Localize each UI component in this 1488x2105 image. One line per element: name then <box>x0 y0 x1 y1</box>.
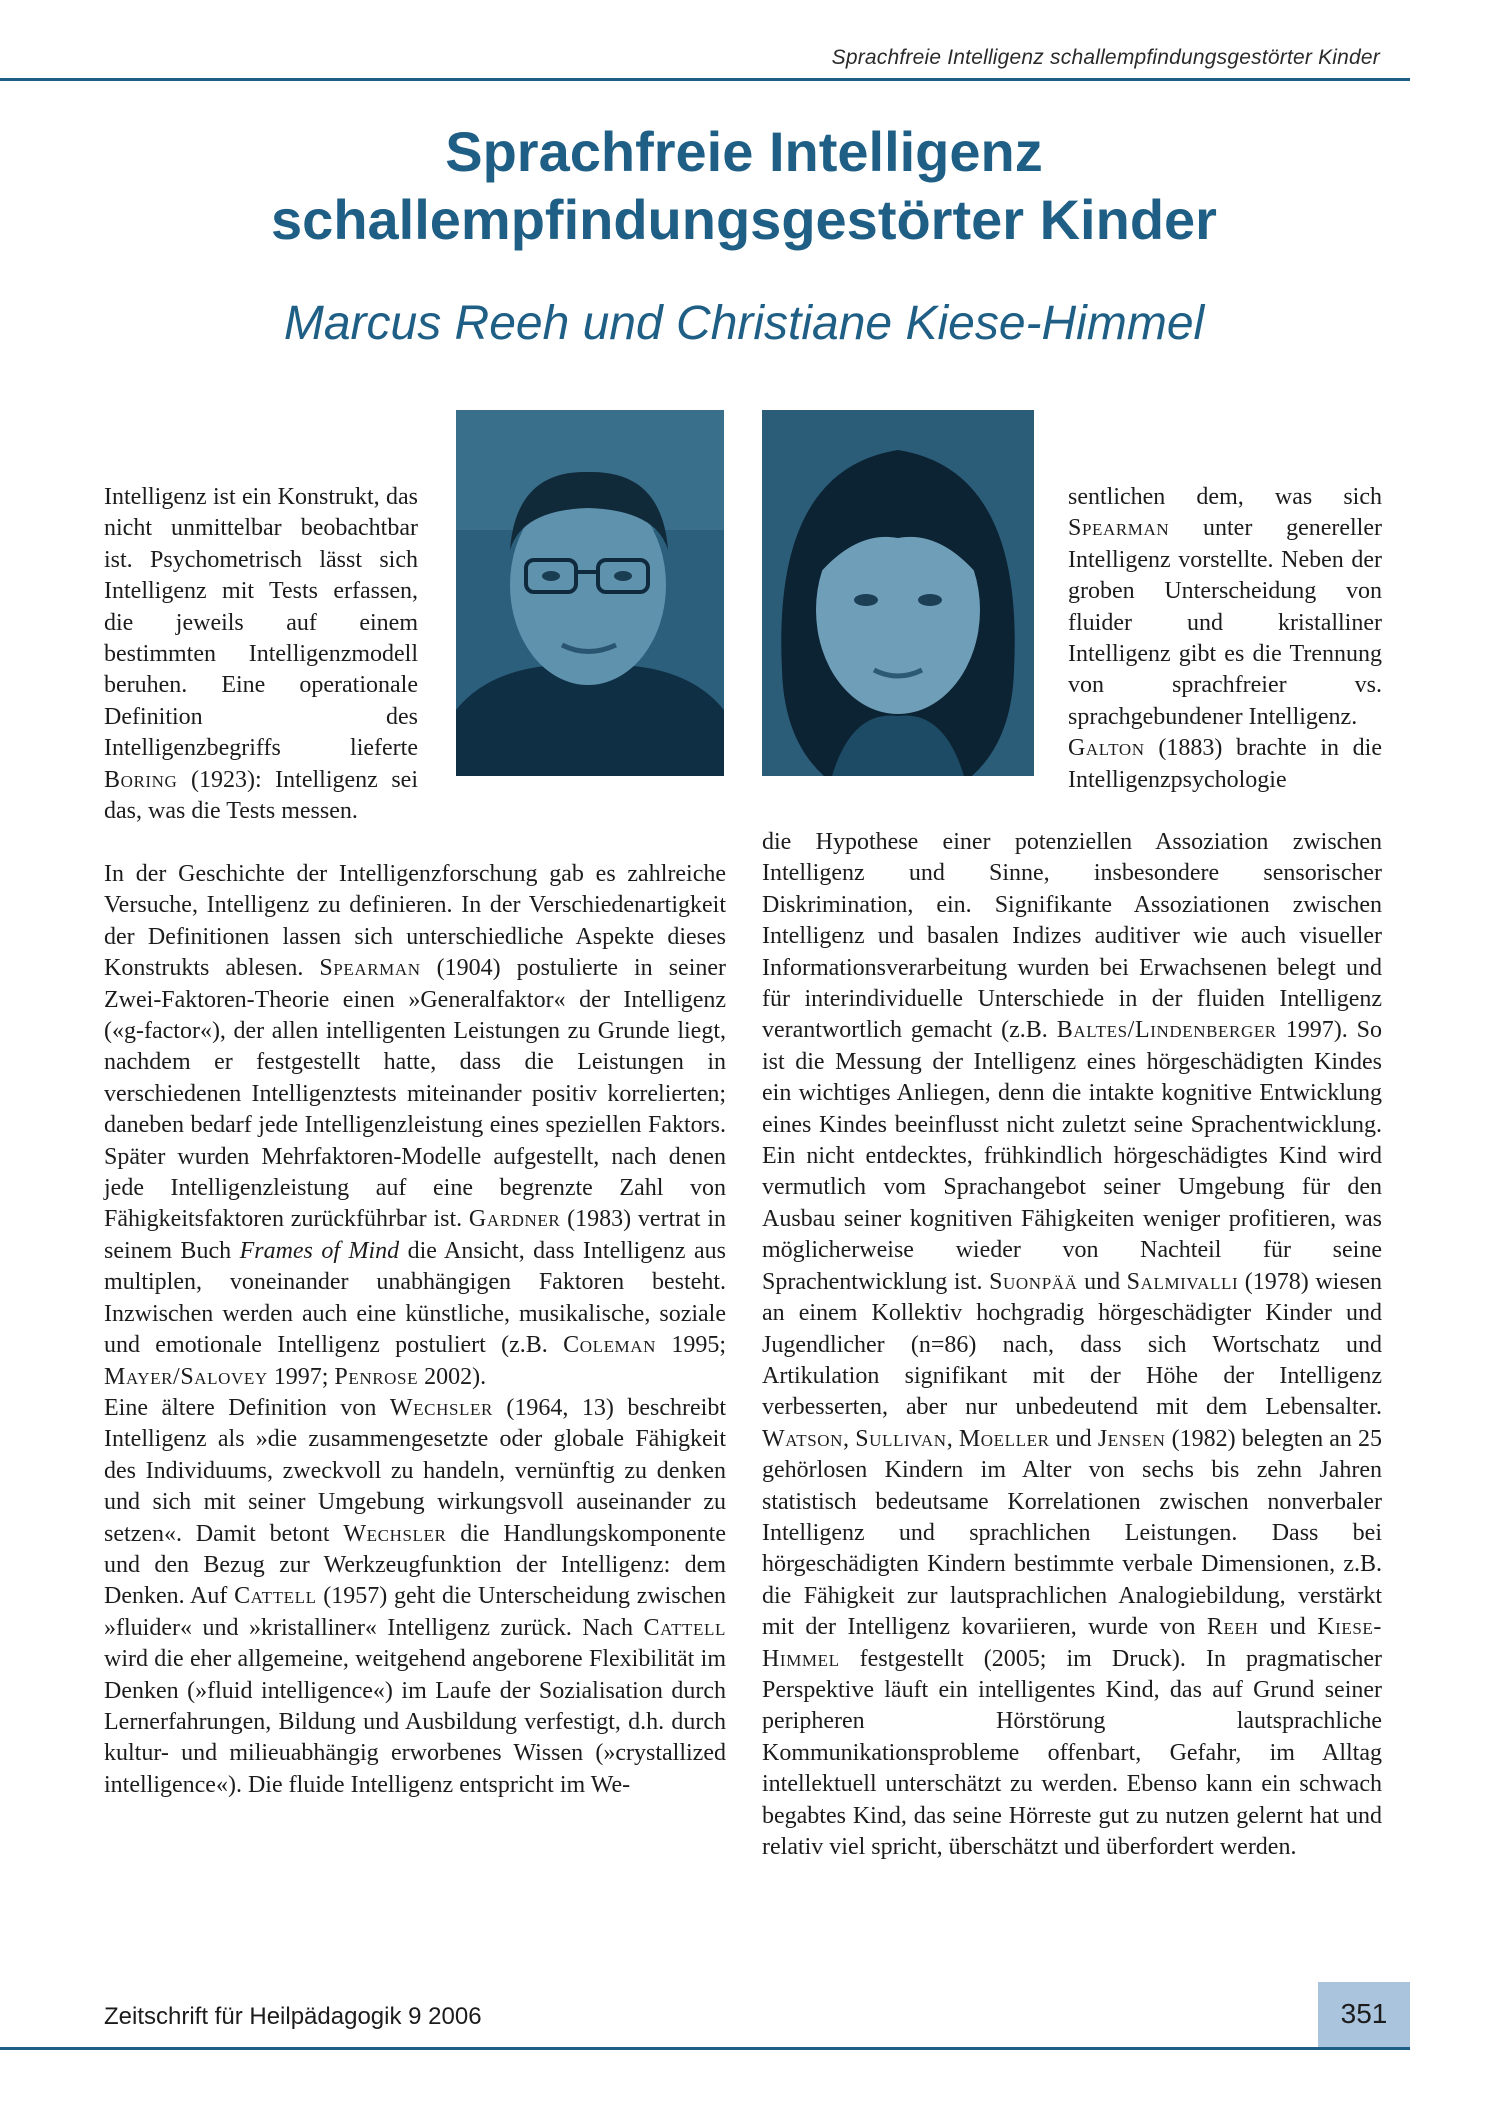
body-text-right <box>762 827 1382 1863</box>
header-rule <box>0 78 1410 81</box>
body-text-left-top <box>104 482 418 827</box>
portrait-photo-man <box>456 410 724 776</box>
paragraph: Intelligenz ist ein Konstrukt, das nicht unmittelbar beobachtbar ist. Psychometrisch lässt sich Intelligenz mit Tests erfassen, die jeweils auf einem bestimmten Intelligenzmodell beruhen. Eine operationale Definition des Intelligenzbegriffs lieferte Boring (1923): Intelligenz sei das, was die Tests messen. <box>104 484 418 825</box>
article-title-line-1: Sprachfreie Intelligenz <box>445 120 1043 183</box>
paragraph: Galton (1883) brachte in die Intelligenzpsychologie <box>1068 735 1382 793</box>
paragraph: die Hypothese einer potenziellen Assoziation zwischen Intelligenz und Sinne, insbesondere sensorischer Diskrimination, ein. Signifikante Assoziationen zwischen Intelligenz und basalen Indizes auditiver wie auch visueller Informationsverarbeitung wurden bei Erwachsenen belegt und für interindividuelle Unterschiede in der fluiden Intelligenz verantwortlich gemacht (z.B. Baltes/Lindenberger 1997). So ist die Messung der Intelligenz eines hörgeschädigten Kindes ein wichtiges Anliegen, denn die intakte kognitive Entwicklung eines Kindes beeinflusst nicht zuletzt seine Sprachentwicklung. Ein nicht entdecktes, frühkindlich hörgeschädigtes Kind wird vermutlich vom Sprachangebot seiner Umgebung für den Ausbau seiner kognitiven Fähigkeiten weniger profitieren, was möglicherweise wieder von Nachteil für seine Sprachentwicklung ist. Suonpää und Salmivalli (1978) wiesen an einem Kollektiv hochgradig hörgeschädigter Kinder und Jugendlicher (n=86) nach, dass sich Wortschatz und Artikulation signifikant mit der Höhe der Intelligenz verbesserten, aber nur unbedeutend mit dem Lebensalter. Watson, Sullivan, Moeller und Jensen (1982) belegten an 25 gehörlosen Kindern im Alter von sechs bis zehn Jahren statistisch bedeutsame Korrelationen zwischen nonverbaler Intelligenz und sprachlichen Leistungen. Dass bei hörgeschädigten Kindern bestimmte verbale Dimensionen, z.B. die Fähigkeit zur lautsprachlichen Analogiebildung, verstärkt mit der Intelligenz kovariieren, wurde von Reeh und Kiese-Himmel festgestellt (2005; im Druck). In pragmatischer Perspektive läuft ein intelligentes Kind, das auf Grund seiner peripheren Hörstörung lautsprachliche Kommunikationsprobleme offenbart, Gefahr, im Alltag intellektuell unterschätzt zu werden. Ebenso kann ein schwach begabtes Kind, das seine Hörreste gut zu nutzen gelernt hat und relativ viel spricht, überschätzt und überfordert werden. <box>762 829 1383 1860</box>
portrait-man-icon <box>456 410 724 776</box>
footer-rule <box>0 2047 1410 2050</box>
portrait-photo-woman <box>762 410 1034 776</box>
paragraph: Eine ältere Definition von Wechsler (1964, 13) beschreibt Intelligenz als »die zusammengesetzte oder globale Fähigkeit des Individuums, zweckvoll zu handeln, vernünftig zu denken und sich mit seiner Umgebung wirkungsvoll auseinander zu setzen«. Damit betont Wechsler die Handlungskomponente und den Bezug zur Werkzeugfunktion der Intelligenz: dem Denken. Auf Cattell (1957) geht die Unterscheidung zwischen »fluider« und »kristalliner« Intelligenz zurück. Nach Cattell wird die eher allgemeine, weitgehend angeborene Flexibilität im Denken (»fluid intelligence«) im Laufe der Sozialisation durch Lernerfahrungen, Bildung und Ausbildung verfestigt, d.h. durch kultur- und milieuabhängig erworbenes Wissen (»crystallized intelligence«). Die fluide Intelligenz entspricht im We- <box>104 1394 726 1798</box>
article-title-line-2: schallempfindungsgestörter Kinder <box>271 188 1217 251</box>
running-title: Sprachfreie Intelligenz schallempfindungsgestörter Kinder <box>831 46 1380 69</box>
journal-citation: Zeitschrift für Heilpädagogik 9 2006 <box>104 2003 482 2030</box>
article-authors: Marcus Reeh und Christiane Kiese-Himmel <box>283 297 1205 350</box>
paragraph: In der Geschichte der Intelligenzforschung gab es zahlreiche Versuche, Intelligenz zu definieren. In der Verschiedenartigkeit der Definitionen lassen sich unterschiedliche Aspekte dieses Konstrukts ablesen. Spearman (1904) postulierte in seiner Zwei-Faktoren-Theorie einen »Generalfaktor« der Intelligenz («g-factor«), der allen intelligenten Leistungen zu Grunde liegt, nachdem er festgestellt hatte, dass die Leistungen in verschiedenen Intelligenztests miteinander positiv korrelierten; daneben bedarf jede Intelligenzleistung eines speziellen Faktors. Später wurden Mehrfaktoren-Modelle aufgestellt, nach denen jede Intelligenzleistung auf eine begrenzte Zahl von Fähigkeitsfaktoren zurückführbar ist. Gardner (1983) vertrat in seinem Buch Frames of Mind die Ansicht, dass Intelligenz aus multiplen, voneinander unabhängigen Faktoren besteht. Inzwischen werden auch eine künstliche, musikalische, soziale und emotionale Intelligenz postuliert (z.B. Coleman 1995; Mayer/Salovey 1997; Penrose 2002). <box>104 861 727 1390</box>
paragraph: sentlichen dem, was sich Spearman unter genereller Intelligenz vorstellte. Neben der groben Unterscheidung von fluider und kristalliner Intelligenz gibt es die Trennung von sprachfreier vs. sprachgebundener Intelligenz. <box>1068 484 1382 730</box>
article-title <box>0 118 1488 254</box>
body-text-left <box>104 859 726 1801</box>
body-text-right-top <box>1068 482 1382 796</box>
page-number: 351 <box>1340 1998 1388 2029</box>
portrait-woman-icon <box>762 410 1034 776</box>
